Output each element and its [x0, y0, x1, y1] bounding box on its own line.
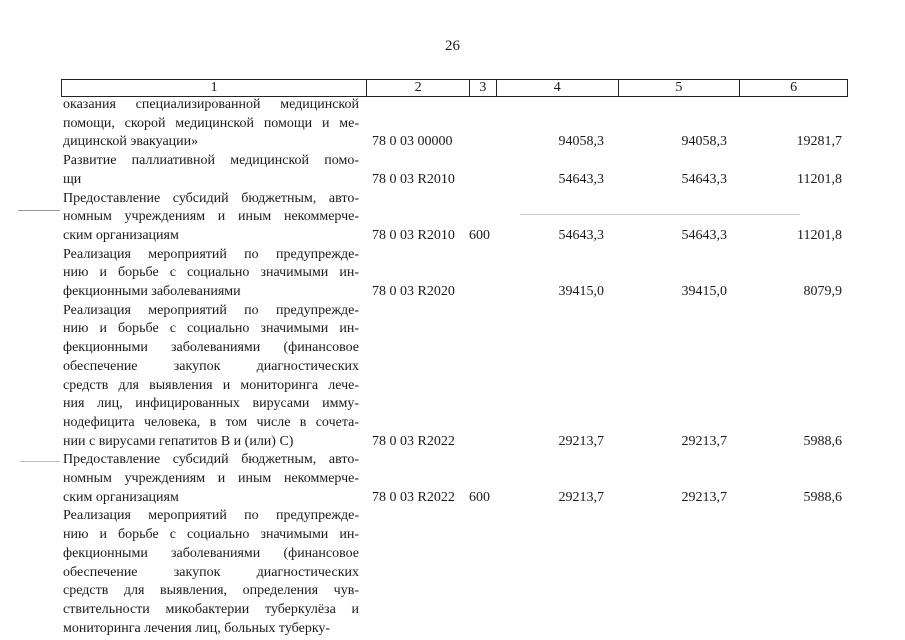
- table-row: [0, 451, 905, 507]
- row-description: [63, 246, 359, 302]
- row-value-col4: 39415,0: [558, 283, 604, 299]
- description-line: оказания специализированной медицинской: [63, 97, 359, 112]
- header-col-5: 5: [619, 80, 741, 96]
- row-description: [63, 451, 359, 507]
- row-value-col6: 8079,9: [803, 283, 842, 299]
- row-code: 78 0 03 R2022: [372, 489, 455, 505]
- description-line: нию и борьбе с социально значимыми ин-: [63, 527, 359, 543]
- description-line: Развитие паллиативной медицинской помо-: [63, 153, 359, 169]
- description-line: средств для выявления и мониторинга лече-: [63, 377, 359, 393]
- description-line: ским организациям: [63, 227, 179, 243]
- description-line: ния лиц, инфицированных вирусами имму-: [63, 396, 359, 412]
- description-line: обеспечение закупок диагностических: [63, 358, 359, 374]
- row-type: 600: [469, 489, 490, 505]
- row-value-col5: 29213,7: [681, 433, 727, 449]
- description-line: ским организациям: [63, 489, 179, 505]
- header-col-1: 1: [62, 80, 367, 96]
- row-value-col4: 94058,3: [558, 134, 604, 150]
- description-line: нию и борьбе с социально значимыми ин-: [63, 265, 359, 281]
- row-type: 600: [469, 227, 490, 243]
- row-value-col5: 54643,3: [681, 171, 727, 187]
- description-line: помощи, скорой медицинской помощи и ме-: [63, 115, 359, 131]
- row-code: 78 0 03 R2010: [372, 227, 455, 243]
- row-value-col6: 19281,7: [796, 134, 842, 150]
- table-row: [0, 507, 905, 638]
- row-value-col6: 11201,8: [797, 171, 842, 187]
- row-code: 78 0 03 R2020: [372, 283, 455, 299]
- row-description: [63, 96, 359, 152]
- row-value-col5: 54643,3: [681, 227, 727, 243]
- row-description: [63, 152, 359, 189]
- row-value-col6: 5988,6: [803, 433, 842, 449]
- description-line: номным учреждениям и иным некоммерче-: [63, 209, 359, 225]
- header-col-3: 3: [470, 80, 497, 96]
- description-line: Реализация мероприятий по предупрежде-: [63, 508, 359, 524]
- table-row: [0, 246, 905, 302]
- description-line: обеспечение закупок диагностических: [63, 564, 359, 580]
- description-line: фекционными заболеваниями: [63, 284, 241, 299]
- row-code: 78 0 03 R2010: [372, 171, 455, 187]
- row-value-col5: 39415,0: [681, 283, 727, 299]
- page-number: 26: [445, 38, 460, 54]
- description-line: фекционными заболеваниями (финансовое: [63, 545, 359, 561]
- description-line: номным учреждениям и иным некоммерче-: [63, 471, 359, 486]
- row-value-col5: 29213,7: [681, 489, 727, 505]
- description-line: Реализация мероприятий по предупрежде-: [63, 302, 359, 318]
- header-col-2: 2: [367, 80, 470, 96]
- row-value-col4: 29213,7: [558, 433, 604, 449]
- table-header: [61, 79, 848, 97]
- description-line: Предоставление субсидий бюджетным, авто-: [63, 452, 359, 468]
- description-line: нию и борьбе с социально значимыми ин-: [63, 321, 359, 337]
- row-value-col4: 54643,3: [558, 227, 604, 243]
- row-code: 78 0 03 00000: [372, 134, 453, 150]
- row-value-col6: 5988,6: [803, 489, 842, 505]
- description-line: Предоставление субсидий бюджетным, авто-: [63, 190, 359, 206]
- row-value-col5: 94058,3: [681, 134, 727, 150]
- description-line: фекционными заболеваниями (финансовое: [63, 340, 359, 356]
- row-description: [63, 190, 359, 246]
- description-line: мониторинга лечения лиц, больных туберку-: [63, 620, 331, 636]
- row-description: [63, 507, 359, 638]
- header-col-6: 6: [790, 80, 798, 95]
- row-value-col4: 29213,7: [558, 489, 604, 505]
- table-row: [0, 96, 905, 152]
- description-line: нии с вирусами гепатитов В и (или) С): [63, 433, 294, 449]
- row-code: 78 0 03 R2022: [372, 433, 455, 449]
- row-description: [63, 302, 359, 452]
- description-line: дицинской эвакуации»: [63, 134, 199, 150]
- description-line: средств для выявления, определения чув-: [63, 583, 359, 599]
- row-value-col6: 11201,8: [797, 227, 842, 243]
- table-row: [0, 152, 905, 189]
- description-line: ствительности микобактерии туберкулёза и: [63, 601, 359, 617]
- table-row: [0, 190, 905, 246]
- row-value-col4: 54643,3: [558, 171, 604, 187]
- description-line: Реализация мероприятий по предупрежде-: [63, 246, 359, 262]
- description-line: нодефицита человека, в том числе в сочета-: [63, 414, 359, 430]
- table-row: [0, 302, 905, 452]
- description-line: щи: [63, 171, 82, 187]
- header-col-4: 4: [497, 80, 619, 96]
